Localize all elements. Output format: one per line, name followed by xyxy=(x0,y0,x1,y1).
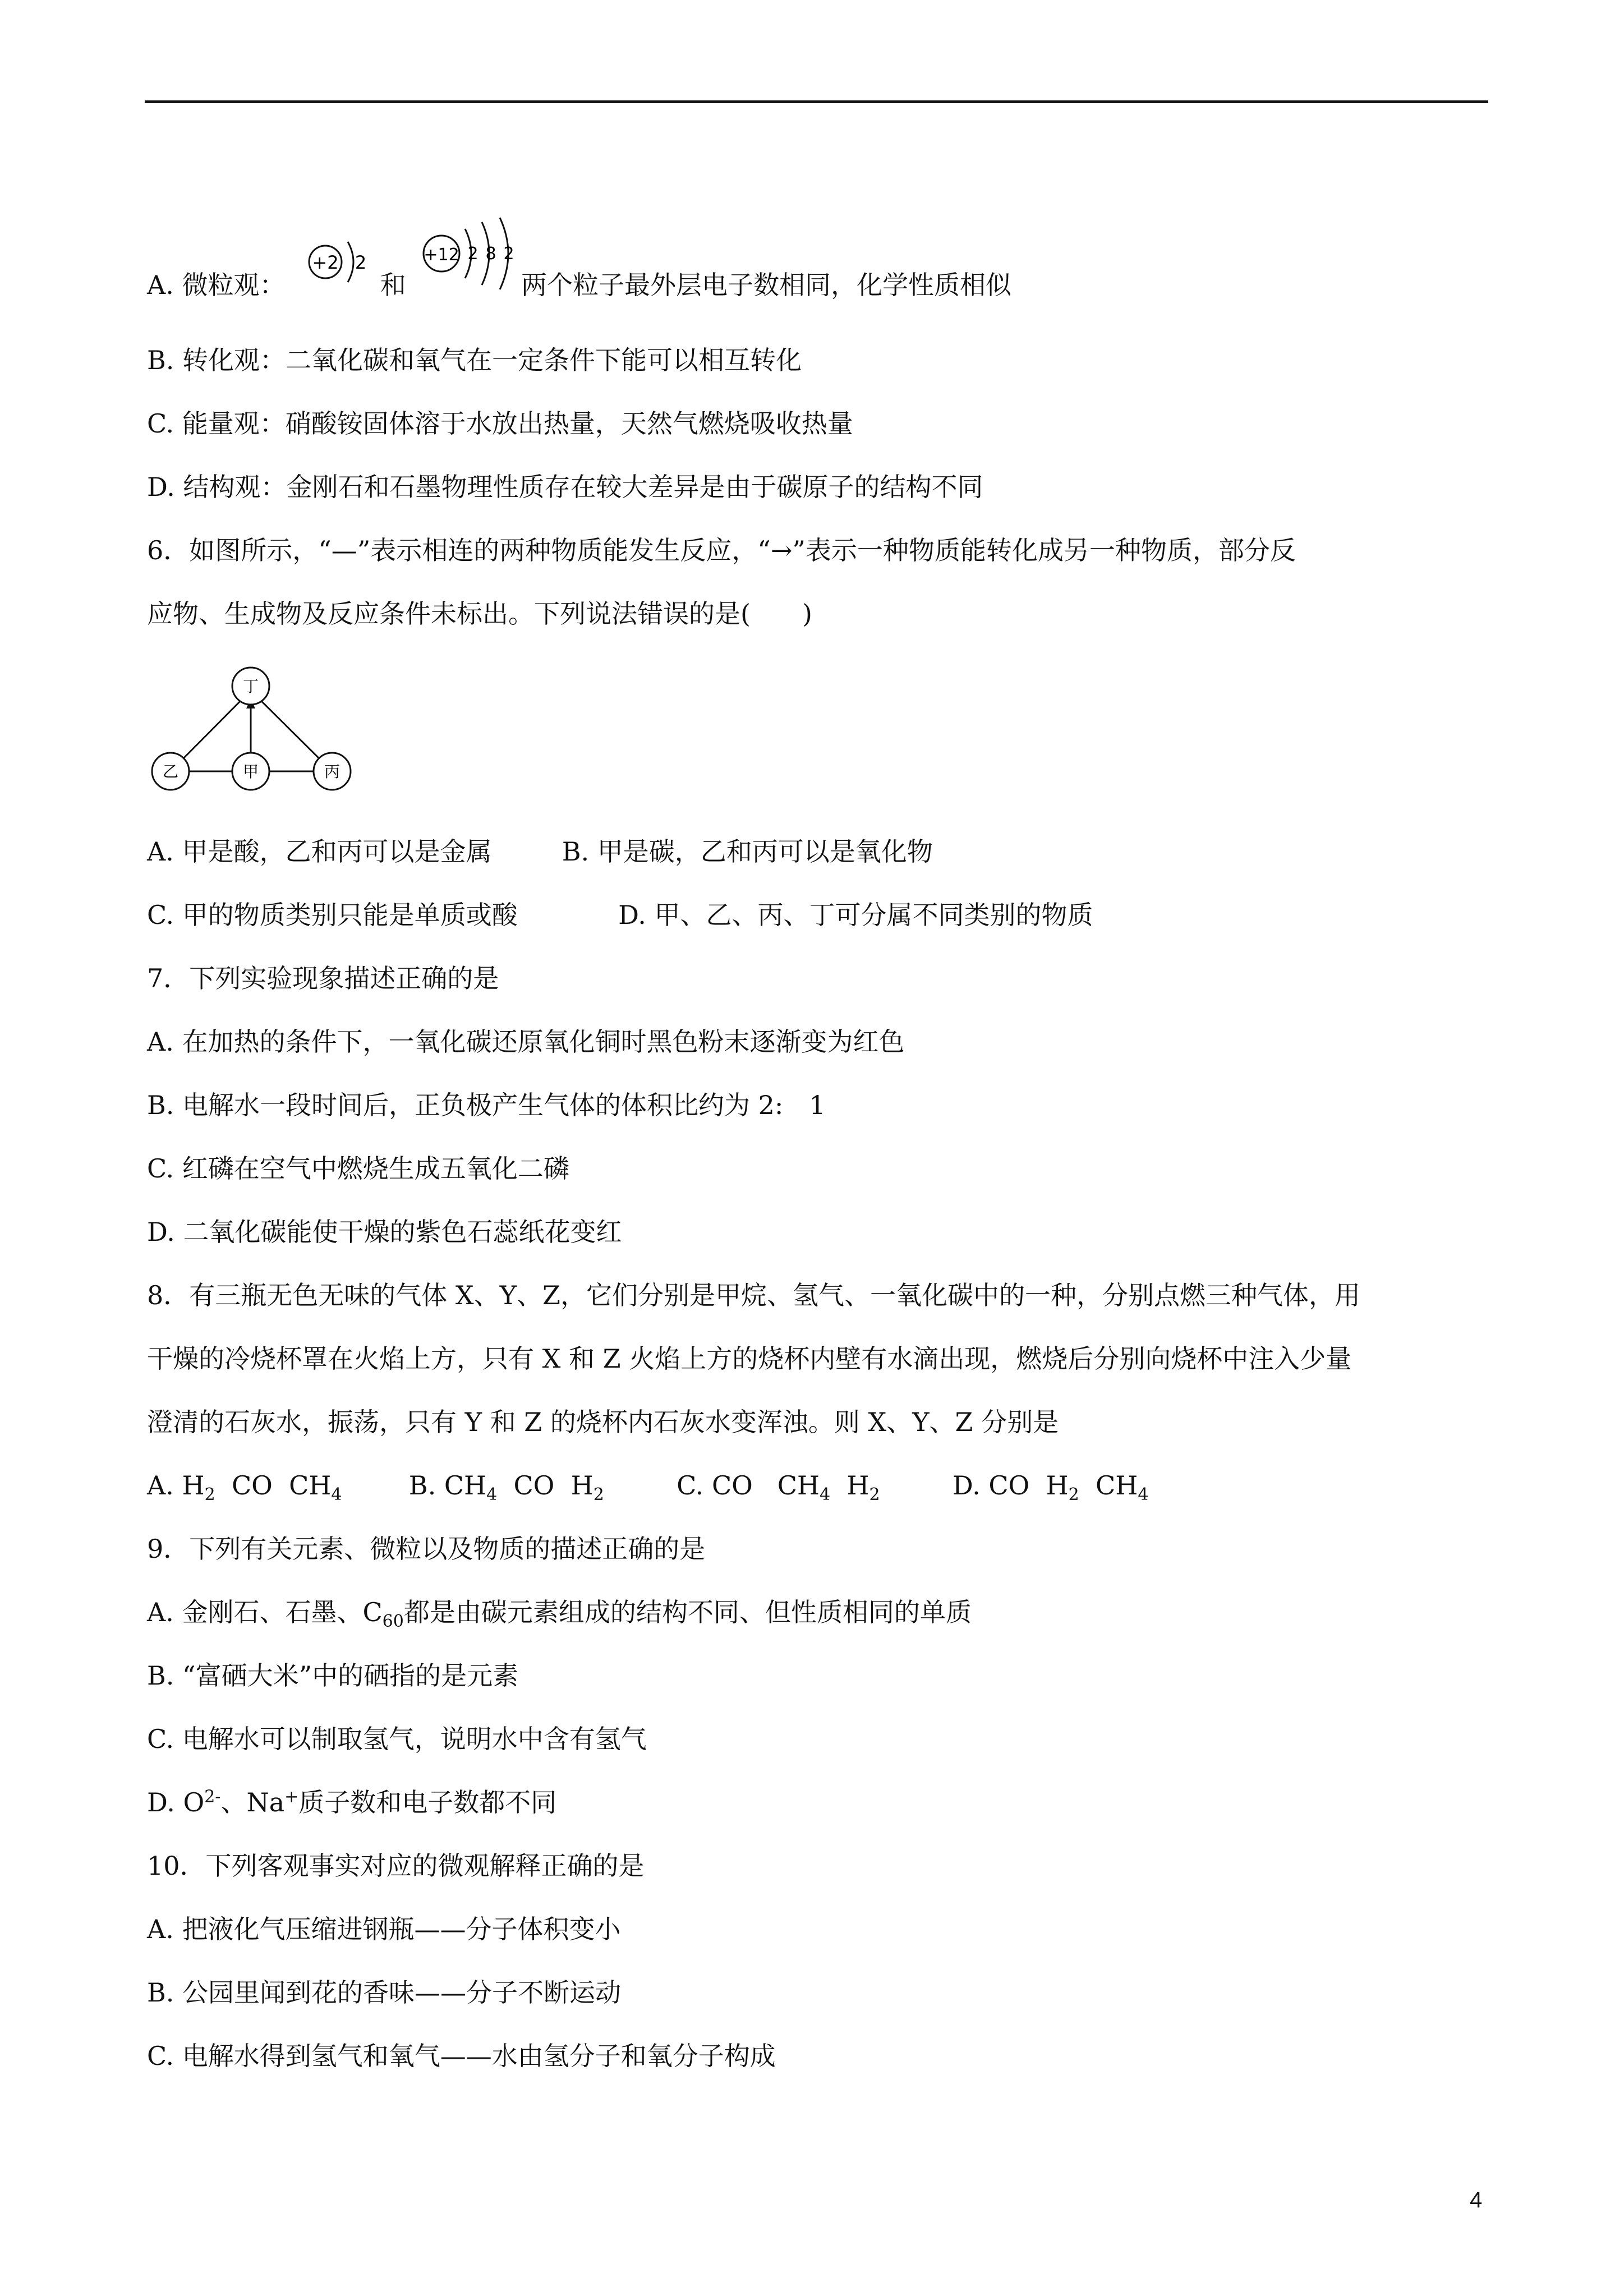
q7-option-c: C. 红磷在空气中燃烧生成五氧化二磷 xyxy=(147,1153,569,1184)
q8-option-c xyxy=(677,1469,880,1505)
q9-option-d xyxy=(147,1786,556,1819)
q10-option-b: B. 公园里闻到花的香味——分子不断运动 xyxy=(147,1977,622,2008)
superscript: + xyxy=(284,1787,299,1807)
shell-electron-count: 2 xyxy=(355,252,367,273)
q7-stem: 7．下列实验现象描述正确的是 xyxy=(147,963,499,993)
q7-option-a: A. 在加热的条件下，一氧化碳还原氧化铜时黑色粉末逐渐变为红色 xyxy=(147,1027,905,1057)
q10-option-c: C. 电解水得到氢气和氧气——水由氢分子和氧分子构成 xyxy=(147,2041,776,2071)
subscript: 4 xyxy=(1138,1485,1149,1505)
q9-option-a xyxy=(147,1595,972,1632)
formula: CO xyxy=(513,1470,555,1501)
q6-stem-line2: 应物、生成物及反应条件未标出。下列说法错误的是( ) xyxy=(147,599,812,629)
page-number: 4 xyxy=(1470,2188,1483,2212)
q8-d-label: D. xyxy=(952,1470,989,1501)
subscript: 2 xyxy=(204,1485,215,1505)
formula: CO xyxy=(988,1470,1030,1501)
q5-a-prefix: A. 微粒观： xyxy=(147,270,286,300)
q9-d-text-mid: 、Na xyxy=(220,1787,285,1818)
q6-options-cd xyxy=(147,898,1093,932)
nucleus-charge: +2 xyxy=(312,252,339,273)
q8-stem-line1: 8．有三瓶无色无味的气体 X、Y、Z，它们分别是甲烷、氢气、一氧化碳中的一种，分别点燃三种气体，用 xyxy=(147,1280,1360,1310)
subscript: 4 xyxy=(820,1485,831,1505)
node-yi-label: 乙 xyxy=(162,762,179,781)
formula: CH xyxy=(777,1470,820,1501)
q10-stem: 10．下列客观事实对应的微观解释正确的是 xyxy=(147,1851,645,1881)
formula: CH xyxy=(1096,1470,1138,1501)
subscript: 2 xyxy=(1068,1485,1079,1505)
q8-options xyxy=(147,1469,1149,1505)
q5-a-suffix: 两个粒子最外层电子数相同，化学性质相似 xyxy=(521,270,1011,300)
q9-d-text: D. O xyxy=(147,1787,205,1818)
q9-option-b: B. “富硒大米”中的硒指的是元素 xyxy=(147,1660,519,1691)
shell2-electron-count: 8 xyxy=(485,244,496,264)
formula: CH xyxy=(444,1470,487,1501)
q6-option-d: D. 甲、乙、丙、丁可分属不同类别的物质 xyxy=(618,900,1093,930)
q5-option-a xyxy=(147,268,1011,302)
superscript: 2- xyxy=(204,1787,221,1807)
q6-option-b: B. 甲是碳，乙和丙可以是氧化物 xyxy=(562,836,933,867)
q5-option-c: C. 能量观：硝酸铵固体溶于水放出热量，天然气燃烧吸收热量 xyxy=(147,408,853,439)
q6-option-a: A. 甲是酸，乙和丙可以是金属 xyxy=(147,836,492,867)
q10-option-a: A. 把液化气压缩进钢瓶——分子体积变小 xyxy=(147,1914,621,1944)
q8-b-label: B. xyxy=(408,1470,444,1501)
node-bing-label: 丙 xyxy=(324,762,341,781)
q6-stem-line1: 6．如图所示，“—”表示相连的两种物质能发生反应，“→”表示一种物质能转化成另一种物质，部分反 xyxy=(147,535,1296,565)
formula: CO xyxy=(231,1470,273,1501)
q7-option-d: D. 二氧化碳能使干燥的紫色石蕊纸花变红 xyxy=(147,1217,622,1247)
helium-atom-structure-diagram xyxy=(307,222,386,300)
q8-option-a xyxy=(147,1469,342,1505)
q8-stem-line3: 澄清的石灰水，振荡，只有 Y 和 Z 的烧杯内石灰水变浑浊。则 X、Y、Z 分别是 xyxy=(147,1407,1059,1437)
magnesium-atom-structure-diagram xyxy=(418,213,530,303)
q9-stem: 9．下列有关元素、微粒以及物质的描述正确的是 xyxy=(147,1534,706,1564)
q5-option-b: B. 转化观：二氧化碳和氧气在一定条件下能可以相互转化 xyxy=(147,345,802,375)
q9-option-c: C. 电解水可以制取氢气，说明水中含有氢气 xyxy=(147,1724,647,1754)
q9-a-text-rest: 都是由碳元素组成的结构不同、但性质相同的单质 xyxy=(403,1597,972,1627)
formula: CH xyxy=(289,1470,332,1501)
subscript: 4 xyxy=(486,1485,498,1505)
shell1-electron-count: 2 xyxy=(467,244,479,264)
formula: CO xyxy=(711,1470,753,1501)
formula: H xyxy=(1046,1470,1069,1501)
q6-option-c: C. 甲的物质类别只能是单质或酸 xyxy=(147,900,518,930)
header-rule xyxy=(145,100,1488,103)
subscript: 4 xyxy=(331,1485,342,1505)
q9-d-text-rest: 质子数和电子数都不同 xyxy=(298,1787,557,1818)
q8-option-d xyxy=(952,1469,1149,1505)
substance-relation-diagram xyxy=(147,665,366,802)
formula: H xyxy=(182,1470,205,1501)
q8-option-b xyxy=(408,1469,604,1505)
shell3-electron-count: 2 xyxy=(503,244,514,264)
q5-a-and: 和 xyxy=(380,270,406,300)
q5-option-d: D. 结构观：金刚石和石墨物理性质存在较大差异是由于碳原子的结构不同 xyxy=(147,472,983,502)
q7-option-b: B. 电解水一段时间后，正负极产生气体的体积比约为 2: 1 xyxy=(147,1090,826,1120)
formula: H xyxy=(846,1470,869,1501)
nucleus-charge: +12 xyxy=(424,245,459,265)
subscript: 2 xyxy=(593,1485,604,1505)
q8-a-label: A. xyxy=(147,1470,182,1501)
electron-shell-arc xyxy=(348,242,353,282)
q6-options-ab xyxy=(147,835,933,868)
q9-a-text: A. 金刚石、石墨、C xyxy=(147,1597,383,1627)
subscript: 60 xyxy=(382,1612,404,1632)
node-jia-label: 甲 xyxy=(242,762,259,781)
q8-stem-line2: 干燥的冷烧杯罩在火焰上方，只有 X 和 Z 火焰上方的烧杯内壁有水滴出现，燃烧后分别向烧杯中注入少量 xyxy=(147,1343,1352,1374)
subscript: 2 xyxy=(869,1485,880,1505)
node-ding-label: 丁 xyxy=(242,677,259,696)
q8-c-label: C. xyxy=(677,1470,712,1501)
formula: H xyxy=(571,1470,594,1501)
